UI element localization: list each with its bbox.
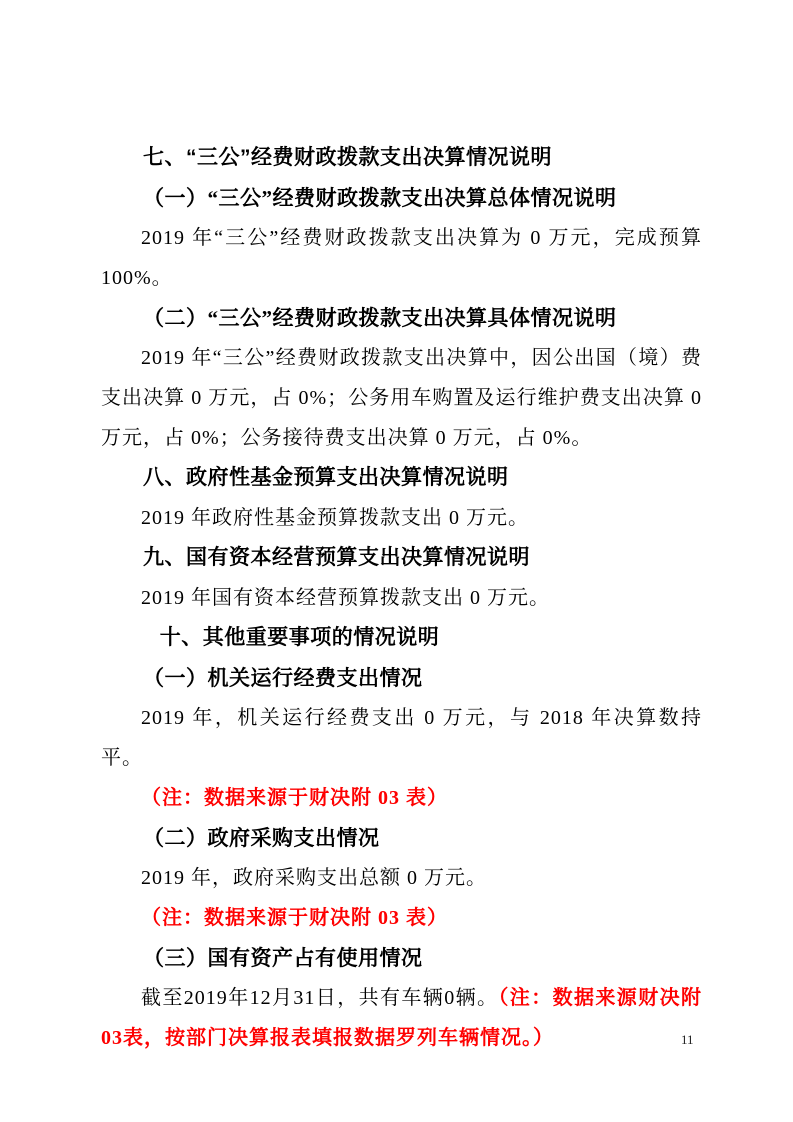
subheading-sangong-detail: （二）“三公”经费财政拨款支出决算具体情况说明: [143, 306, 617, 330]
note-data-source-1: （注：数据来源于财决附 03 表）: [141, 787, 448, 809]
para-sangong-detail: 2019 年“三公”经费财政拨款支出决算中，因公出国（境）费支出决算 0 万元，占 0%；公务用车购置及运行维护费支出决算 0 万元，占 0%；公务接待费支出决算 0 万元，占 0%。: [101, 347, 702, 449]
note-data-source-2: （注：数据来源于财决附 03 表）: [141, 907, 448, 929]
heading-seven-sangong-settlement: 七、“三公”经费财政拨款支出决算情况说明: [143, 146, 552, 169]
page-number: 11: [681, 1032, 694, 1047]
para-agency-operating-expense: 2019 年，机关运行经费支出 0 万元，与 2018 年决算数持平。: [101, 707, 702, 769]
para-govt-procurement: 2019 年，政府采购支出总额 0 万元。: [141, 867, 487, 889]
subheading-agency-operating-expense: （一）机关运行经费支出情况: [143, 666, 423, 690]
heading-ten-other-matters: 十、其他重要事项的情况说明: [159, 626, 440, 649]
para-vehicles-text: 截至2019年12月31日，共有车辆0辆。: [141, 987, 499, 1009]
para-state-capital-budget: 2019 年国有资本经营预算拨款支出 0 万元。: [141, 587, 550, 609]
subheading-govt-procurement: （二）政府采购支出情况: [143, 826, 380, 850]
subheading-state-assets-usage: （三）国有资产占有使用情况: [143, 946, 423, 970]
subheading-sangong-overall: （一）“三公”经费财政拨款支出决算总体情况说明: [143, 186, 617, 210]
document-content: [101, 138, 702, 1058]
heading-nine-state-capital-budget: 九、国有资本经营预算支出决算情况说明: [143, 546, 530, 569]
para-govt-fund-budget: 2019 年政府性基金预算拨款支出 0 万元。: [141, 507, 529, 529]
heading-eight-govt-fund-budget: 八、政府性基金预算支出决算情况说明: [143, 466, 509, 489]
note-vehicles-data-source: （注：数据来源财决附03表，按部门决算报表填报数据罗列车辆情况。）: [101, 987, 703, 1049]
para-sangong-overall: 2019 年“三公”经费财政拨款支出决算为 0 万元，完成预算 100%。: [101, 227, 702, 289]
para-vehicles-with-note: [101, 978, 702, 1058]
